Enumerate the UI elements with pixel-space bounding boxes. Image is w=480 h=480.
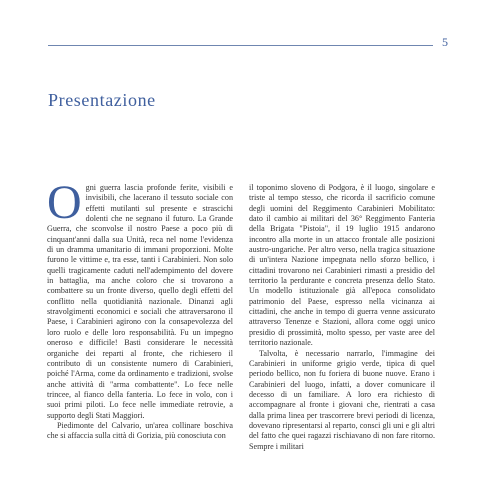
paragraph: Talvolta, è necessario narrarlo, l'immagine dei Carabinieri in uniforme grigio verde, tipica di quel periodo bellico, non fu foriera di buone nuove. Erano i Carabinieri del luogo, infatti, a dover comunicare il decesso di un familiare. A loro era richiesto di accompagnare al fronte i giovani che, rientrati a casa dalla prima linea per trascorrere brevi periodi di licenza, dovevano ripresentarsi al reparto, consci gli uni e gli altri del fatto che quei ragazzi rischiavano di non fare ritorno. Sempre i militari bbox=[249, 348, 435, 451]
page-number: 5 bbox=[442, 35, 448, 49]
paragraph-text: gni guerra lascia profonde ferite, visibili e invisibili, che lacerano il tessuto sociale con effetti mutilanti sul presente e strascichi dolenti che ne segnano il futuro. La Grande Guerra, che sconvolse il nostro Paese a poco più di cinquant'anni dalla sua Unità, reca nel nome l'evidenza di un dramma umanitario di immani proporzioni. Molte furono le vittime e, tra esse, tanti i Carabinieri. Non solo quelli tragicamente caduti nell'adempimento del dovere in battaglia, ma anche coloro che si trovarono a combattere su un fronte diverso, quello degli effetti del conflitto nella quotidianità nazionale. Dinanzi agli stravolgimenti economici e sociali che attraversarono il Paese, i Carabinieri agirono con la consapevolezza del loro ruolo e delle loro responsabilità. Fu un impegno oneroso e difficile! Basti considerare le necessità organiche dei reparti al fronte, che richiesero il contributo di un consistente numero di Carabinieri, poiché l'Arma, come da ordinamento e tradizioni, svolse anche attività di "arma combattente". Lo fece nelle trincee, al fianco della fanteria. Lo fece in volo, con i suoi primi piloti. Lo fece nelle immediate retrovie, a supporto degli Stati Maggiori. bbox=[47, 183, 233, 420]
text-column-right bbox=[249, 183, 435, 452]
text-column-left bbox=[47, 176, 233, 442]
paragraph: il toponimo sloveno di Podgora, è il luogo, singolare e triste al tempo stesso, che ricorda il sacrificio comune degli uomini del Reggimento Carabinieri Mobilitato: dato il cambio ai militari del 36° Reggimento Fanteria della Brigata "Pistoia", il 19 luglio 1915 andarono incontro alla morte in un attacco frontale alle posizioni austro-ungariche. Per altro verso, nella tragica situazione di un'intera Nazione impegnata nello sforzo bellico, i cittadini trovarono nei Carabinieri rimasti a presidio del territorio la perdurante e concreta presenza dello Stato. Un modello istituzionale già all'epoca consolidato patrimonio del Paese, espresso nella vicinanza ai cittadini, che anche in tempo di guerra venne assicurato attraverso Tenenze e Stazioni, allora come oggi unico presidio di prossimità, molto spesso, per vaste aree del territorio nazionale. bbox=[249, 183, 435, 348]
header-rule bbox=[48, 45, 433, 46]
paragraph: Piedimonte del Calvario, un'area collinare boschiva che si affaccia sulla città di Gorizia, più conosciuta con bbox=[47, 420, 233, 441]
drop-cap: O bbox=[47, 176, 82, 229]
page-title: Presentazione bbox=[48, 90, 156, 110]
paragraph bbox=[47, 176, 233, 421]
